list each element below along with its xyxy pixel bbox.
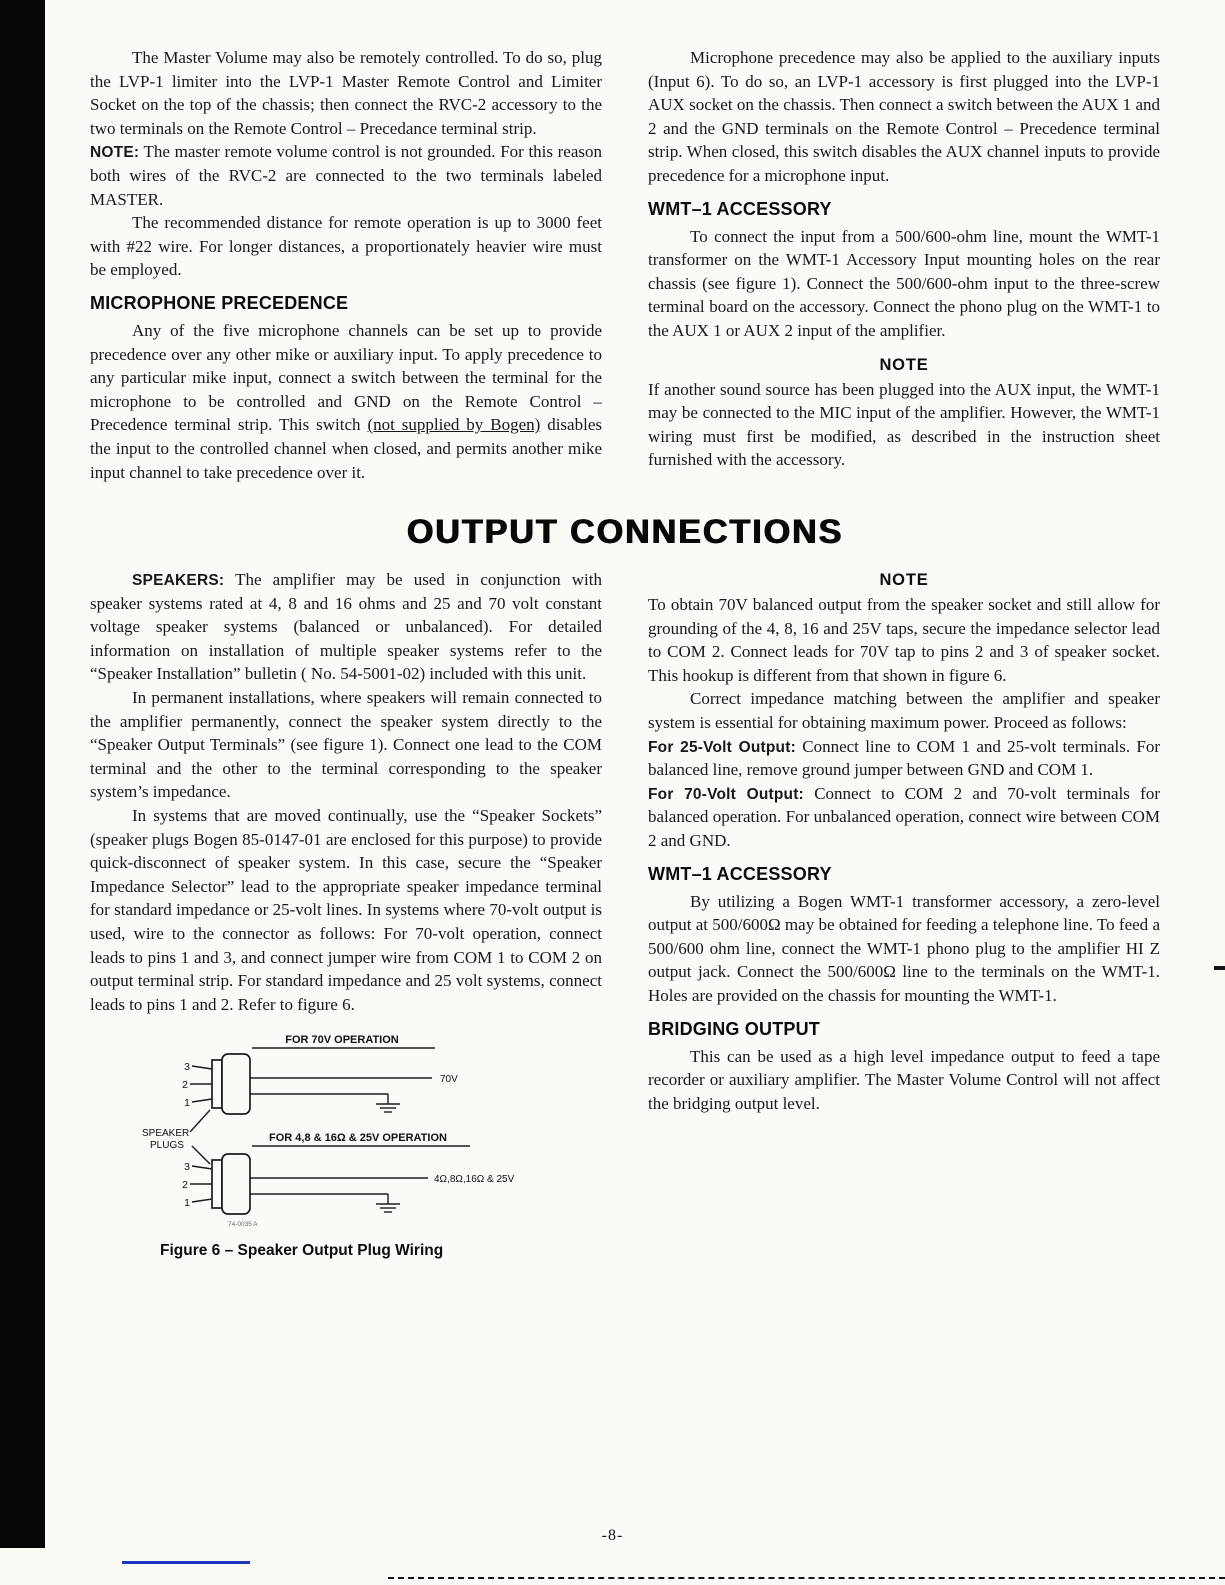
output-right-column	[648, 568, 1160, 1115]
output-left-column	[90, 568, 602, 1260]
note-label: NOTE:	[90, 144, 140, 162]
text-70-volt-output: Connect to COM 2 and 70-volt terminals for balanced operation. For unbalanced operation, connect wire between COM 2 and GND.	[648, 783, 1161, 851]
note-text: The master remote volume control is not grounded. For this reason both wires of the RVC-2 are connected to the two terminals labeled MASTER.	[90, 142, 602, 209]
pin-label-3b: 3	[184, 1161, 190, 1174]
heading-bridging-output: BRIDGING OUTPUT	[648, 1018, 820, 1039]
pin-label-2: 2	[182, 1079, 188, 1092]
paragraph-impedance-matching: Correct impedance matching between the amplifier and speaker system is essential for obtaining maximum power. Proceed as follows:	[648, 689, 1160, 733]
speaker-plugs-label-line1: SPEAKER	[142, 1128, 190, 1140]
speaker-plug-70v	[182, 1054, 250, 1114]
figure-title-70v: FOR 70V OPERATION	[285, 1034, 399, 1047]
paragraph-permanent-installations: In permanent installations, where speakers will remain connected to the amplifier permanently, connect the speaker system directly to the “Speaker Output Terminals” (see figure 1). Connect one lead to the COM terminal and the other to the terminal corresponding to the speaker system’s impedance.	[90, 688, 602, 802]
note-heading-output: NOTE	[879, 571, 929, 590]
top-left-column	[90, 46, 602, 484]
speaker-plugs-label-line2: PLUGS	[150, 1140, 184, 1152]
pointer-line-lower	[192, 1146, 210, 1164]
mic-text-1: Any of the five microphone channels can be set up to provide precedence over any other mike or auxiliary input. To apply precedence to any particular mike input, connect a switch between the terminal for the microphone to be controlled and GND on the Remote Control – Precedence terminal strip. This switch	[90, 320, 602, 435]
paragraph-wmt1-top: To connect the input from a 500/600-ohm line, mount the WMT-1 transformer on the WMT-1 Accessory Input mounting holes on the rear chassis (see figure 1). Connect the 500/600-ohm input to the three-screw terminal board on the accessory. Connect the phono plug on the WMT-1 to the AUX 1 or AUX 2 input of the amplifier.	[648, 226, 1160, 340]
pin-label-1: 1	[184, 1097, 190, 1110]
text-25-volt-output: Connect line to COM 1 and 25-volt terminals. For balanced line, remove ground jumper between GND and COM 1.	[648, 736, 1160, 780]
label-25-volt-output: For 25-Volt Output:	[648, 738, 796, 756]
speakers-label: SPEAKERS:	[132, 572, 225, 590]
scan-edge-artifact	[0, 0, 45, 1548]
page-number: -8-	[601, 1527, 624, 1544]
label-70v: 70V	[440, 1074, 458, 1086]
top-section	[90, 46, 1160, 484]
label-70-volt-output: For 70-Volt Output:	[648, 785, 804, 803]
heading-microphone-precedence: MICROPHONE PRECEDENCE	[90, 292, 349, 313]
speakers-text: The amplifier may be used in conjunction with speaker systems rated at 4, 8 and 16 ohms and 25 and 70 volt constant voltage speaker systems (balanced or unbalanced). For detailed information on installation of multiple speaker systems refer to the “Speaker Installation” bulletin ( No. 54-5001-02) included with this unit.	[90, 570, 602, 684]
ground-symbol-70v	[376, 1104, 400, 1112]
figure6	[90, 1032, 602, 1260]
mic-text-2: disables the input to the controlled channel when closed, and permits another mike input channel to take precedence over it.	[90, 415, 602, 482]
pin-label-2b: 2	[182, 1179, 188, 1192]
ground-symbol-25v	[376, 1204, 400, 1212]
paragraph-mic-precedence	[90, 319, 602, 484]
pin-label-1b: 1	[184, 1197, 190, 1210]
heading-wmt1-accessory-top: WMT–1 ACCESSORY	[648, 198, 832, 219]
note-heading-top: NOTE	[879, 355, 929, 374]
note-italic-output: To obtain 70V balanced output from the speaker socket and still allow for grounding of the 4, 8, 16 and 25V taps, secure the impedance selector lead to COM 2. Connect leads for 70V tap to pins 2 and 3 of speaker socket. This hookup is different from that shown in figure 6.	[648, 595, 1160, 685]
figure-part-number: 74-0035 A	[228, 1221, 258, 1229]
blue-underline-artifact	[122, 1561, 250, 1564]
paragraph-moved-systems: In systems that are moved continually, use the “Speaker Sockets” (speaker plugs Bogen 85-0147-01 are enclosed for this purpose) to provide quick-disconnect of speaker system. In this case, secure the “Speaker Impedance Selector” lead to the appropriate speaker impedance terminal for standard impedance or 25-volt lines. In systems where 70-volt output is used, wire to the connector as follows: For 70-volt operation, connect leads to pins 1 and 3, and connect jumper wire from COM 1 to COM 2 on output terminal strip. For standard impedance and 25 volt systems, connect leads to pins 1 and 2. Refer to figure 6.	[90, 806, 602, 1014]
figure6-diagram	[140, 1032, 615, 1234]
pointer-line-upper	[190, 1110, 210, 1132]
paragraph-note	[90, 140, 602, 211]
heading-wmt1-accessory-output: WMT–1 ACCESSORY	[648, 863, 832, 884]
edge-mark-artifact	[1214, 966, 1225, 970]
paragraph-70-volt	[648, 782, 1160, 853]
speaker-plug-25v	[182, 1154, 250, 1214]
paragraph-master-volume: The Master Volume may also be remotely controlled. To do so, plug the LVP-1 limiter into the LVP-1 Master Remote Control and Limiter Socket on the top of the chassis; then connect the RVC-2 accessory to the two terminals on the Remote Control – Precedance terminal strip.	[90, 48, 602, 138]
output-section	[90, 568, 1160, 1260]
label-25v: 4Ω,8Ω,16Ω & 25V	[434, 1174, 515, 1186]
paragraph-wmt1-output: By utilizing a Bogen WMT-1 transformer accessory, a zero-level output at 500/600Ω may be obtained for feeding a telephone line. To feed a 500/600 ohm line, connect the WMT-1 phono plug to the amplifier HI Z output jack. Connect the 500/600Ω line to the terminals on the WMT-1. Holes are provided on the chassis for mounting the WMT-1.	[648, 891, 1160, 1005]
pin-label-3: 3	[184, 1061, 190, 1074]
figure6-caption: Figure 6 – Speaker Output Plug Wiring	[160, 1242, 444, 1260]
mic-text-underlined: (not supplied by Bogen)	[367, 415, 541, 435]
dashed-bottom-line-artifact	[388, 1577, 1225, 1579]
paragraph-speakers	[90, 568, 602, 686]
paragraph-25-volt	[648, 735, 1160, 782]
page-content	[90, 46, 1160, 1260]
paragraph-distance: The recommended distance for remote operation is up to 3000 feet with #22 wire. For longer distances, a proportionately heavier wire must be employed.	[90, 213, 602, 280]
figure-title-25v: FOR 4,8 & 16Ω & 25V OPERATION	[269, 1132, 447, 1145]
note-italic-top: If another sound source has been plugged into the AUX input, the WMT-1 may be connected to the MIC input of the amplifier. However, the WMT-1 wiring must first be modified, as described in the instruction sheet furnished with the accessory.	[648, 379, 1160, 470]
heading-output-connections: OUTPUT CONNECTIONS	[406, 513, 844, 552]
paragraph-bridging-output: This can be used as a high level impedance output to feed a tape recorder or auxiliary amplifier. The Master Volume Control will not affect the bridging output level.	[648, 1046, 1160, 1113]
top-right-column	[648, 46, 1160, 472]
paragraph-aux-precedence: Microphone precedence may also be applied to the auxiliary inputs (Input 6). To do so, an LVP-1 accessory is first plugged into the LVP-1 AUX socket on the chassis. Then connect a switch between the AUX 1 and 2 and the GND terminals on the Remote Control – Precedence terminal strip. When closed, this switch disables the AUX channel inputs to provide precedence for a microphone input.	[648, 48, 1160, 185]
